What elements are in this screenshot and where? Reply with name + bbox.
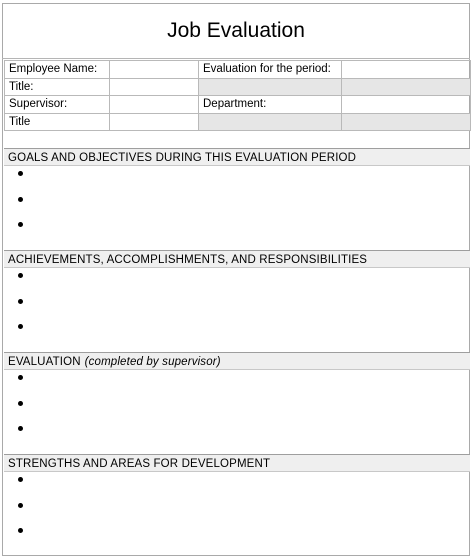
evaluation-period-field[interactable] bbox=[342, 61, 471, 79]
table-row bbox=[5, 78, 471, 96]
document-title: Job Evaluation bbox=[2, 3, 470, 59]
section-achievements bbox=[4, 250, 470, 345]
evaluation-period-field-2[interactable] bbox=[199, 78, 342, 96]
bullet-icon bbox=[18, 299, 23, 304]
supervisor-label: Supervisor: bbox=[5, 96, 110, 114]
department-label: Department: bbox=[199, 96, 342, 114]
section-heading-text: GOALS AND OBJECTIVES DURING THIS EVALUATION PERIOD bbox=[8, 152, 357, 164]
department-field-3[interactable] bbox=[342, 113, 471, 131]
list-item[interactable] bbox=[4, 268, 470, 294]
bullet-icon bbox=[18, 503, 23, 508]
bullet-list bbox=[4, 370, 470, 447]
list-item[interactable] bbox=[4, 472, 470, 498]
section-strengths bbox=[4, 454, 470, 549]
section-heading-text: EVALUATION bbox=[8, 356, 81, 368]
table-row bbox=[5, 96, 471, 114]
evaluation-period-label: Evaluation for the period: bbox=[199, 61, 342, 79]
title2-field[interactable] bbox=[110, 113, 199, 131]
list-item[interactable] bbox=[4, 192, 470, 218]
section-heading-text: STRENGTHS AND AREAS FOR DEVELOPMENT bbox=[8, 458, 271, 470]
section-heading-note: (completed by supervisor) bbox=[84, 356, 221, 368]
bullet-icon bbox=[18, 171, 23, 176]
table-row bbox=[5, 113, 471, 131]
list-item[interactable] bbox=[4, 217, 470, 243]
employee-name-field[interactable] bbox=[110, 61, 199, 79]
bullet-icon bbox=[18, 273, 23, 278]
department-field[interactable] bbox=[342, 96, 471, 114]
section-heading bbox=[4, 352, 470, 370]
list-item[interactable] bbox=[4, 294, 470, 320]
bullet-list bbox=[4, 472, 470, 549]
department-field-2[interactable] bbox=[199, 113, 342, 131]
section-heading bbox=[4, 148, 470, 166]
bullet-icon bbox=[18, 401, 23, 406]
bullet-icon bbox=[18, 426, 23, 431]
list-item[interactable] bbox=[4, 523, 470, 549]
section-evaluation bbox=[4, 352, 470, 447]
title-label: Title: bbox=[5, 78, 110, 96]
evaluation-period-field-3[interactable] bbox=[342, 78, 471, 96]
bullet-icon bbox=[18, 528, 23, 533]
title2-label: Title bbox=[5, 113, 110, 131]
bullet-icon bbox=[18, 477, 23, 482]
bullet-icon bbox=[18, 324, 23, 329]
list-item[interactable] bbox=[4, 370, 470, 396]
list-item[interactable] bbox=[4, 319, 470, 345]
employee-info-table bbox=[4, 60, 471, 131]
title-field[interactable] bbox=[110, 78, 199, 96]
list-item[interactable] bbox=[4, 421, 470, 447]
bullet-icon bbox=[18, 222, 23, 227]
section-heading bbox=[4, 250, 470, 268]
list-item[interactable] bbox=[4, 396, 470, 422]
bullet-list bbox=[4, 166, 470, 243]
table-row bbox=[5, 61, 471, 79]
section-heading bbox=[4, 454, 470, 472]
bullet-icon bbox=[18, 197, 23, 202]
bullet-list bbox=[4, 268, 470, 345]
supervisor-field[interactable] bbox=[110, 96, 199, 114]
employee-name-label: Employee Name: bbox=[5, 61, 110, 79]
list-item[interactable] bbox=[4, 166, 470, 192]
list-item[interactable] bbox=[4, 498, 470, 524]
bullet-icon bbox=[18, 375, 23, 380]
section-heading-text: ACHIEVEMENTS, ACCOMPLISHMENTS, AND RESPONSIBILITIES bbox=[8, 254, 368, 266]
section-goals bbox=[4, 148, 470, 243]
